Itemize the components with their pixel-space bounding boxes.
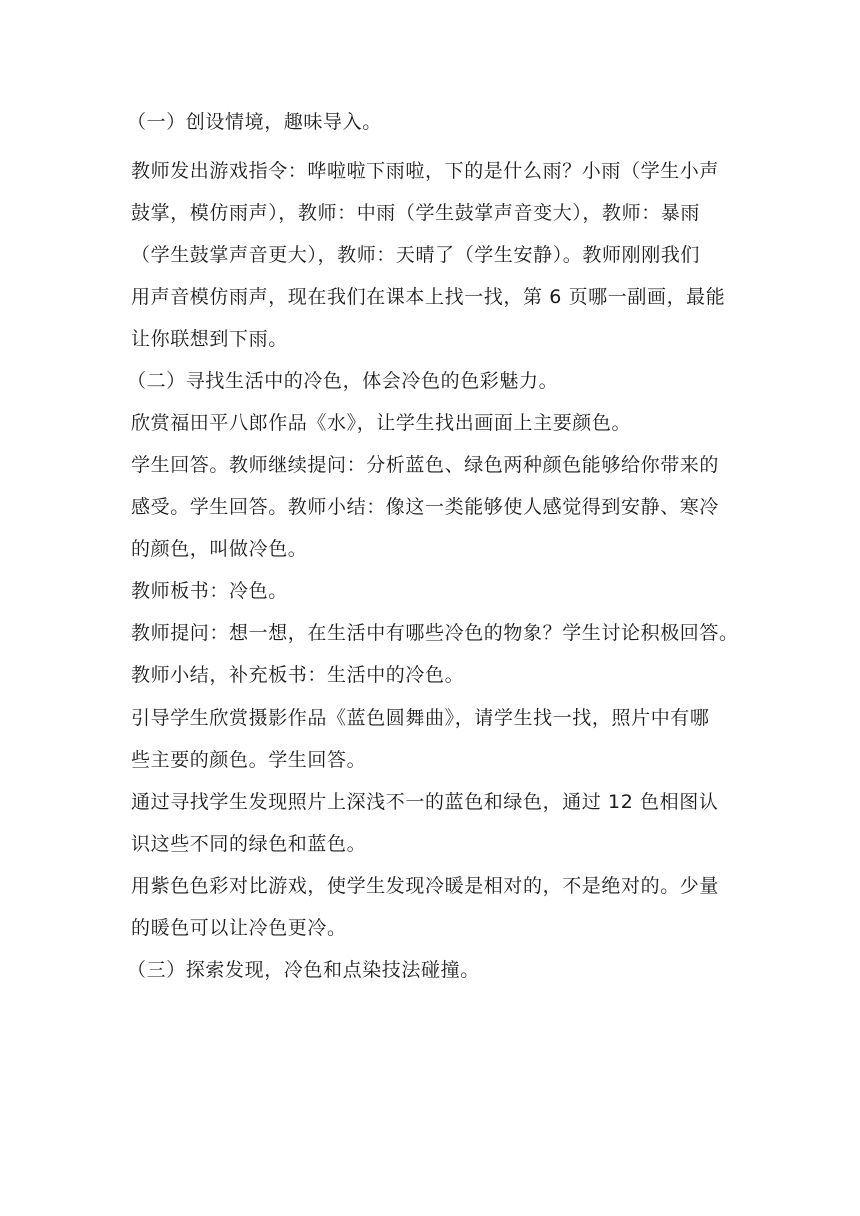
paragraph-line: 些主要的颜色。学生回答。 (131, 749, 367, 771)
paragraph-line: 的颜色，叫做冷色。 (131, 538, 308, 560)
paragraph-line: （学生鼓掌声音更大），教师：天晴了（学生安静）。教师刚刚我们 (131, 244, 701, 266)
paragraph-line: 用紫色色彩对比游戏，使学生发现冷暖是相对的，不是绝对的。少量 (131, 875, 720, 897)
paragraph-line: 欣赏福田平八郎作品《水》，让学生找出画面上主要颜色。 (131, 412, 632, 434)
section-heading-2: （二）寻找生活中的冷色，体会冷色的色彩魅力。 (127, 370, 559, 392)
section-heading-3: （三）探索发现，冷色和点染技法碰撞。 (127, 959, 480, 981)
paragraph-line: 通过寻找学生发现照片上深浅不一的蓝色和绿色，通过 12 色相图认 (131, 791, 719, 813)
paragraph-line: 教师提问：想一想，在生活中有哪些冷色的物象？学生讨论积极回答。 (131, 622, 739, 644)
paragraph-line: 鼓掌，模仿雨声），教师：中雨（学生鼓掌声音变大），教师：暴雨 (131, 202, 701, 224)
paragraph-line: 教师小结，补充板书：生活中的冷色。 (131, 664, 465, 686)
paragraph-line: 感受。学生回答。教师小结：像这一类能够使人感觉得到安静、寒冷 (131, 496, 720, 518)
paragraph-line: 学生回答。教师继续提问：分析蓝色、绿色两种颜色能够给你带来的 (131, 454, 720, 476)
paragraph-line: 用声音模仿雨声，现在我们在课本上找一找，第 6 页哪一副画，最能 (131, 286, 726, 308)
paragraph-line: 让你联想到下雨。 (131, 328, 288, 350)
paragraph-line: 的暖色可以让冷色更冷。 (131, 917, 347, 939)
paragraph-line: 教师板书：冷色。 (131, 580, 288, 602)
document-body (127, 110, 739, 983)
paragraph-line: 教师发出游戏指令：哗啦啦下雨啦，下的是什么雨？小雨（学生小声 (131, 160, 720, 182)
paragraph-line: 识这些不同的绿色和蓝色。 (131, 833, 367, 855)
paragraph-line: 引导学生欣赏摄影作品《蓝色圆舞曲》，请学生找一找，照片中有哪 (131, 707, 710, 729)
section-heading-1: （一）创设情境，趣味导入。 (127, 111, 382, 133)
